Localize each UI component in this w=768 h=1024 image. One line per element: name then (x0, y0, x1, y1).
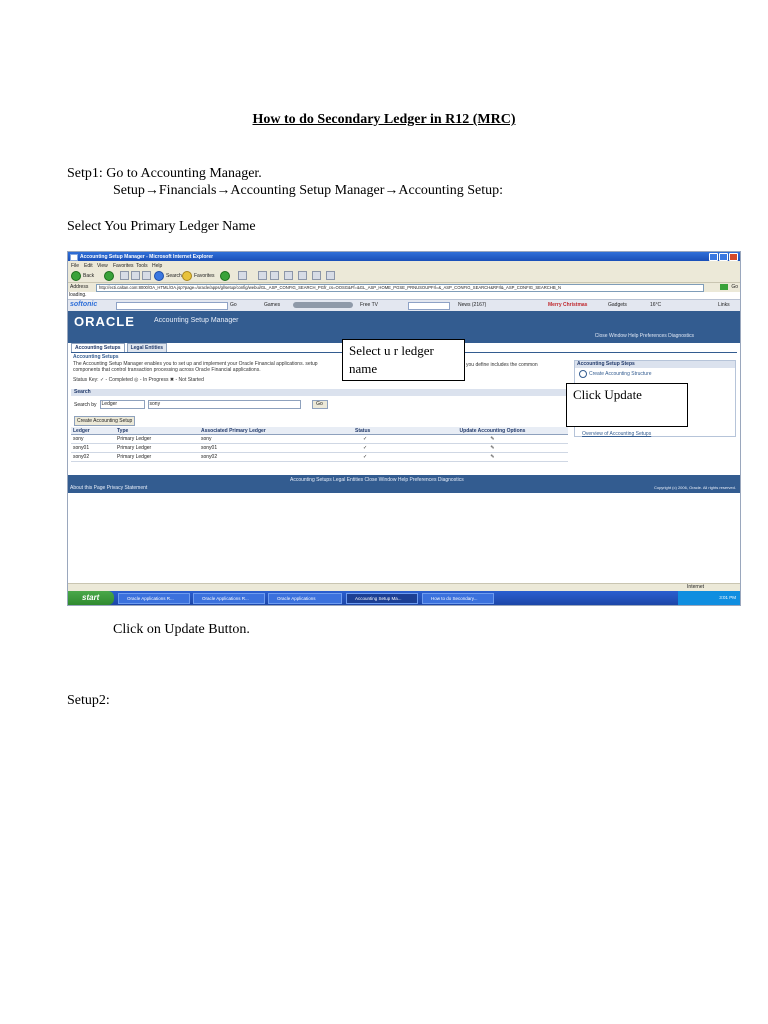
softonic-games[interactable]: Games (264, 302, 281, 308)
softonic-news[interactable]: News (2167) (458, 302, 487, 308)
tools-icon[interactable] (326, 271, 335, 280)
ledger-table (71, 427, 568, 462)
softonic-temperature: 16°C (650, 302, 662, 308)
loading-text: loading. (69, 292, 87, 298)
clock: 3:01 PM (719, 595, 736, 600)
ie-menu-bar (68, 261, 740, 269)
taskbar-item[interactable]: Oracle Applications R... (118, 593, 190, 604)
click-update-text: Click on Update Button. (113, 622, 250, 637)
search-label[interactable]: Search (166, 273, 182, 279)
mail-icon[interactable] (258, 271, 267, 280)
close-icon[interactable] (729, 253, 738, 261)
address-go-label[interactable]: Go (731, 284, 738, 290)
completed-check-icon: ✓ (353, 435, 417, 444)
col-ledger: Ledger (71, 427, 115, 435)
update-pencil-icon[interactable]: ✎ (417, 453, 568, 462)
app-title: Accounting Setup Manager (154, 317, 239, 324)
edit-icon[interactable] (284, 271, 293, 280)
taskbar-item-active[interactable]: Accounting Setup Ma... (346, 593, 418, 604)
step2-text: Setup2: (67, 693, 110, 708)
panel-step-link[interactable]: Create Accounting Structure (589, 371, 652, 377)
softonic-links[interactable]: Links (718, 302, 730, 308)
softonic-search-input-2[interactable] (408, 302, 450, 310)
back-label[interactable]: Back (83, 273, 95, 279)
window-title: Accounting Setup Manager - Microsoft Internet Explorer (80, 253, 214, 260)
about-links[interactable]: About this Page Privacy Statement (70, 485, 148, 491)
windows-taskbar (68, 591, 740, 605)
step1-text: Setp1: Go to Accounting Manager. (67, 166, 262, 181)
search-icon[interactable] (154, 271, 164, 281)
menu-tools[interactable]: Tools (136, 262, 148, 269)
table-row: sony02 Primary Ledger sony02 ✓ ✎ (71, 453, 568, 462)
go-button[interactable]: Go (312, 400, 328, 409)
callout-click-update: Click Update (566, 383, 688, 427)
ie-zone: Internet (687, 584, 704, 590)
completed-check-icon: ✓ (353, 444, 417, 453)
table-row: sony01 Primary Ledger sony01 ✓ ✎ (71, 444, 568, 453)
overview-link[interactable]: Overview of Accounting Setups (582, 431, 652, 437)
search-row (74, 400, 328, 409)
home-icon[interactable] (142, 271, 151, 280)
section-title: Accounting Setups (73, 354, 119, 360)
ie-toolbar (68, 269, 740, 283)
step-circle-icon (579, 370, 587, 378)
ie-status-bar (68, 583, 740, 591)
softonic-logo: softonic (70, 301, 98, 308)
favorites-icon[interactable] (182, 271, 192, 281)
tab-legal-entities[interactable]: Legal Entities (127, 343, 168, 352)
menu-help[interactable]: Help (152, 262, 163, 269)
address-bar (68, 283, 740, 292)
col-update-accounting-options: Update Accounting Options (417, 427, 568, 435)
research-icon[interactable] (312, 271, 321, 280)
print-icon[interactable] (270, 271, 279, 280)
select-primary-text: Select You Primary Ledger Name (67, 219, 256, 234)
system-tray (678, 591, 740, 605)
softonic-search-input[interactable] (116, 302, 228, 310)
search-by-label: Search by (74, 401, 97, 408)
navigation-path: Setup→Financials→Accounting Setup Manager→Accounting Setup: (113, 183, 503, 198)
table-row: sony Primary Ledger sony ✓ ✎ (71, 435, 568, 444)
menu-view[interactable]: View (97, 262, 108, 269)
address-input[interactable]: http://ecti.caltan.com:8000/OA_HTML/OA.jsp?page=/oracle/apps/gl/setup/config/webui/GL_ASP_CONFIG_SEARCH_PGfr_cs=OOSG&Ff=&GL_ASP_HOME_PGSE_PRNUSOUPFrl=&_ASP_CONFIG_SEARCH&RFrl&_ASP_CONFIG_SEARCHB_N (96, 284, 704, 292)
search-input[interactable]: sony (148, 400, 301, 409)
address-label: Address (70, 284, 89, 290)
copyright: Copyright (c) 2006, Oracle. All rights reserved. (653, 485, 736, 490)
taskbar-item[interactable]: Oracle Applications R... (193, 593, 265, 604)
update-pencil-icon[interactable]: ✎ (417, 444, 568, 453)
footer-links[interactable]: Accounting Setups Legal Entities Close Window Help Preferences Diagnostics (290, 477, 464, 483)
search-by-select[interactable]: Ledger (100, 400, 145, 409)
stop-icon[interactable] (120, 271, 129, 280)
global-links[interactable]: Close Window Help Preferences Diagnostics (594, 333, 694, 339)
taskbar-item[interactable]: How to do Secondary... (422, 593, 494, 604)
section-description-right: you define includes the common (466, 362, 538, 368)
ie-title-bar (68, 252, 740, 261)
search-header: Search (71, 389, 571, 396)
softonic-go[interactable]: Go (230, 302, 237, 308)
start-button[interactable]: start (68, 591, 114, 605)
tab-bar (71, 343, 167, 352)
menu-file[interactable]: File (71, 262, 80, 269)
minimize-icon[interactable] (709, 253, 718, 261)
softonic-christmas[interactable]: Merry Christmas (548, 302, 588, 308)
completed-check-icon: ✓ (353, 453, 417, 462)
callout-select-ledger: Select u r ledger name (342, 339, 465, 381)
softonic-radio-pill[interactable] (293, 302, 353, 308)
ie-icon (70, 254, 78, 261)
embedded-screenshot (67, 251, 741, 606)
media-icon[interactable] (220, 271, 230, 281)
panel-title: Accounting Setup Steps (575, 361, 735, 368)
section-description: The Accounting Setup Manager enables you to set up and implement your Oracle Financial applications. setup components that control transaction processing across Oracle Financial applications. (73, 361, 318, 373)
col-type: Type (115, 427, 199, 435)
softonic-gadgets[interactable]: Gadgets (608, 302, 627, 308)
softonic-free-tv[interactable]: Free TV (360, 302, 378, 308)
forward-icon[interactable] (104, 271, 114, 281)
refresh-icon[interactable] (131, 271, 140, 280)
back-icon[interactable] (71, 271, 81, 281)
oracle-logo: ORACLE (74, 314, 135, 329)
history-icon[interactable] (238, 271, 247, 280)
status-key: Status Key: ✓ - Completed ◎ - In Progress ✖ - Not Started (73, 377, 204, 383)
col-status: Status (353, 427, 417, 435)
favorites-label[interactable]: Favorites (194, 273, 215, 279)
menu-edit[interactable]: Edit (84, 262, 93, 269)
taskbar-item[interactable]: Oracle Applications (268, 593, 342, 604)
menu-favorites[interactable]: Favorites (113, 262, 134, 269)
create-accounting-setup-button[interactable]: Create Accounting Setup (74, 416, 135, 426)
update-pencil-icon[interactable]: ✎ (417, 435, 568, 444)
tab-accounting-setups[interactable]: Accounting Setups (71, 343, 125, 352)
maximize-icon[interactable] (719, 253, 728, 261)
messenger-icon[interactable] (298, 271, 307, 280)
address-go-icon[interactable] (720, 284, 728, 290)
col-associated-primary-ledger: Associated Primary Ledger (199, 427, 353, 435)
oracle-footer (68, 475, 740, 493)
document-title: How to do Secondary Ledger in R12 (MRC) (252, 112, 516, 127)
